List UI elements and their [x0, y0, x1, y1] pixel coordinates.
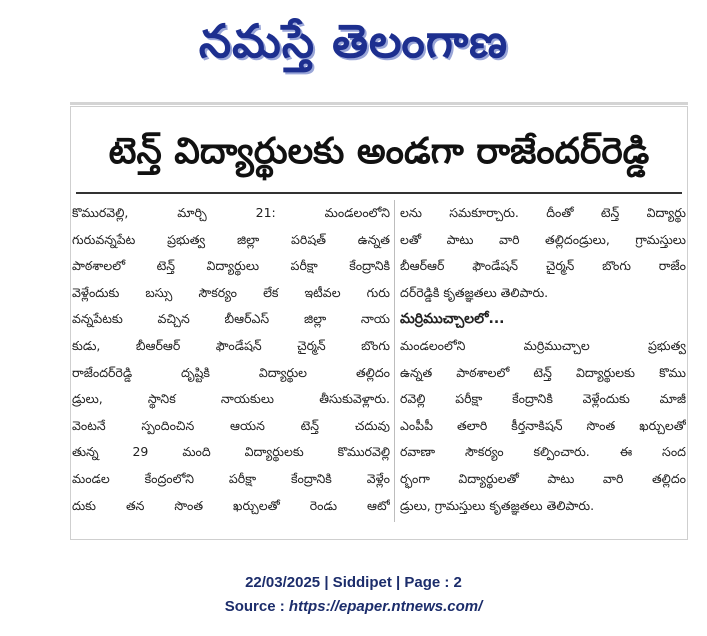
- source-link[interactable]: https://epaper.ntnews.com/: [288, 598, 483, 615]
- body-line: వెళ్లేందుకు బస్సు సౌకర్యం లేక ఇటీవల గురు: [72, 284, 390, 300]
- body-line: తున్న 29 మంది విద్యార్థులకు కొమురవెల్లి: [72, 444, 390, 460]
- article-subheading: మర్రిముచ్చాలలో...: [400, 311, 505, 328]
- body-line: వన్నపేటకు వచ్చిన బీఆర్‌ఎస్ జిల్లా నాయ: [72, 311, 390, 327]
- body-line: లను సమకూర్చారు. దీంతో టెన్త్ విద్యార్థు: [400, 205, 686, 220]
- body-line: ర్భంగా విద్యార్థులతో పాటు వారి తల్లిదం: [400, 470, 686, 486]
- article-headline: టెన్త్ విద్యార్థులకు అండగా రాజేందర్‌రెడ్డి: [108, 131, 650, 172]
- body-line: కొమురవెల్లి, మార్చి 21: మండలంలోని: [72, 205, 390, 220]
- source-line: [0, 598, 707, 615]
- newspaper-masthead: [0, 6, 707, 80]
- body-line: వెంటనే స్పందించిన ఆయన టెన్త్ చదువు: [72, 417, 390, 433]
- body-line: రవెల్లి పరీక్షా కేంద్రానికి వెళ్లేందుకు మాజీ: [400, 391, 686, 407]
- body-line: కుడు, బీఆర్‌ఆర్ ఫౌండేషన్ చైర్మన్ బొంగు: [72, 337, 390, 353]
- body-line: రాజేందర్‌రెడ్డి దృష్టికి విద్యార్థుల తల్లిదం: [72, 364, 390, 380]
- body-line: ఉన్నత పాఠశాలలో టెన్త్ విద్యార్థులకు కొము: [400, 364, 686, 380]
- top-rule: [70, 102, 688, 105]
- newspaper-logo: నమస్తే తెలంగాణ: [198, 14, 509, 68]
- source-label: Source :: [224, 598, 289, 615]
- body-line: గురువన్నపేట ప్రభుత్వ జిల్లా పరిషత్ ఉన్నత: [72, 231, 390, 247]
- body-line: బీఆర్‌ఆర్ ఫౌండేషన్ చైర్మన్ బొంగు రాజేం: [400, 258, 686, 274]
- body-line: మండల కేంద్రంలోని పరీక్షా కేంద్రానికి వెళ్లేం: [72, 470, 390, 486]
- body-line: డ్రులు, గ్రామస్తులు కృతజ్ఞతలు తెలిపారు.: [400, 497, 595, 513]
- body-line: పాఠశాలలో టెన్త్ విద్యార్థులు పరీక్షా కేంద్రానికి: [72, 258, 390, 274]
- body-line: ఎంపీపీ తలారి కీర్తనాకిషన్ సొంత ఖర్చులతో: [400, 417, 686, 433]
- column-divider: [394, 200, 395, 522]
- article-right-column: [400, 200, 686, 519]
- headline-divider: [76, 192, 682, 194]
- body-line: దర్‌రెడ్డికి కృతజ్ఞతలు తెలిపారు.: [400, 284, 549, 300]
- article-left-column: [72, 200, 390, 519]
- body-line: డ్రులు, స్థానిక నాయకులు తీసుకువెళ్లారు.: [72, 391, 390, 407]
- body-line: మండలంలోని మర్రిముచ్చాల ప్రభుత్వ: [400, 337, 686, 353]
- edition-info: 22/03/2025 | Siddipet | Page : 2: [245, 574, 462, 591]
- body-line: లతో పాటు వారి తల్లిదండ్రులు, గ్రామస్తులు: [400, 231, 686, 247]
- body-line: దుకు తన సొంత ఖర్చులతో రెండు ఆటో: [72, 497, 390, 513]
- body-line: రవాణా సౌకర్యం కల్పించారు. ఈ సంద: [400, 444, 686, 460]
